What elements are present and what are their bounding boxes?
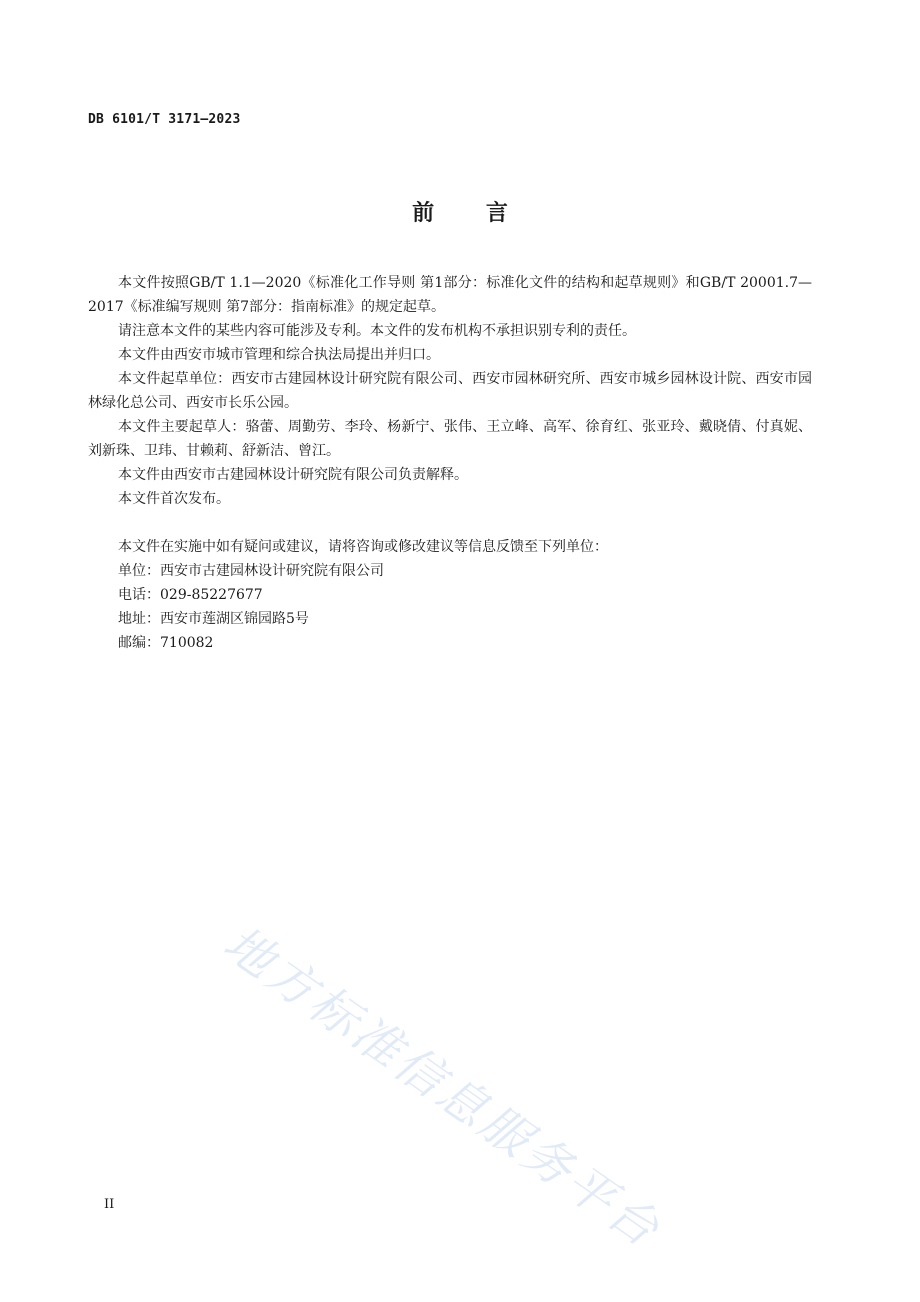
paragraph-drafters: 本文件主要起草人：骆蕾、周勤劳、李玲、杨新宁、张伟、王立峰、高军、徐育红、张亚玲、戴晓倩、付真妮、刘新珠、卫玮、甘赖莉、舒新洁、曾江。 (88, 419, 812, 459)
paragraph-proposer: 本文件由西安市城市管理和综合执法局提出并归口。 (118, 347, 440, 363)
paragraph-gap (88, 511, 812, 535)
contact-phone: 电话：029-85227677 (118, 587, 263, 603)
watermark: 地方标准信息服务平台 (213, 915, 672, 1260)
contact-unit: 单位：西安市古建园林设计研究院有限公司 (118, 563, 384, 579)
paragraph-interpretation: 本文件由西安市古建园林设计研究院有限公司负责解释。 (118, 467, 468, 483)
paragraph-drafting-units: 本文件起草单位：西安市古建园林设计研究院有限公司、西安市园林研究所、西安市城乡园林设计院、西安市园林绿化总公司、西安市长乐公园。 (88, 371, 812, 411)
contact-intro: 本文件在实施中如有疑问或建议，请将咨询或修改建议等信息反馈至下列单位： (118, 539, 608, 555)
page-title: 前 言 (412, 201, 530, 226)
document-code: DB 6101/T 3171—2023 (88, 112, 241, 127)
paragraph-patent-notice: 请注意本文件的某些内容可能涉及专利。本文件的发布机构不承担识别专利的责任。 (118, 323, 636, 339)
document-body (88, 271, 812, 655)
page-number: II (104, 1197, 115, 1212)
contact-postcode: 邮编：710082 (118, 635, 214, 651)
paragraph-drafting-basis: 本文件按照GB/T 1.1—2020《标准化工作导则 第1部分：标准化文件的结构和起草规则》和GB/T 20001.7—2017《标准编写规则 第7部分：指南标准》的规定起草。 (88, 275, 812, 315)
paragraph-first-release: 本文件首次发布。 (118, 491, 230, 507)
contact-address: 地址：西安市莲湖区锦园路5号 (118, 611, 309, 627)
